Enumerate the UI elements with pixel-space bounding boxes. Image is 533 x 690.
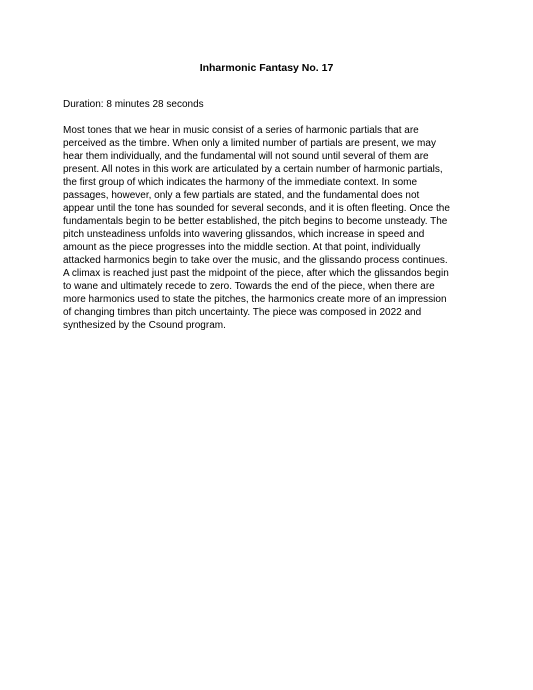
paragraph-line: synthesized by the Csound program. [63,320,226,331]
paragraph-line: perceived as the timbre. When only a limited number of partials are present, we may [63,138,436,149]
paragraph-line: pitch unsteadiness unfolds into wavering glissandos, which increase in speed and [63,229,425,240]
paragraph-line: hear them individually, and the fundamental will not sound until several of them are [63,151,429,162]
paragraph-line: to wane and ultimately recede to zero. Towards the end of the piece, when there are [63,281,435,292]
paragraph-line: passages, however, only a few partials are stated, and the fundamental does not [63,190,420,201]
paragraph-line: Most tones that we hear in music consist of a series of harmonic partials that are [63,125,419,136]
paragraph-line: attacked harmonics begin to take over the music, and the glissando process continues. [63,255,448,266]
paragraph-line: of changing timbres than pitch uncertainty. The piece was composed in 2022 and [63,307,422,318]
paragraph-line: more harmonics used to state the pitches, the harmonics create more of an impression [63,294,447,305]
paragraph-line: the first group of which indicates the harmony of the immediate context. In some [63,177,418,188]
paragraph-line: A climax is reached just past the midpoint of the piece, after which the glissandos begin [63,268,449,279]
paragraph-line: present. All notes in this work are articulated by a certain number of harmonic partials, [63,164,443,175]
description-paragraph [63,124,478,332]
duration-text: Duration: 8 minutes 28 seconds [63,99,204,110]
paragraph-line: appear until the tone has sounded for several seconds, and it is often fleeting. Once the [63,203,450,214]
paragraph-line: amount as the piece progresses into the middle section. At that point, individually [63,242,421,253]
document-title: Inharmonic Fantasy No. 17 [199,62,334,74]
paragraph-line: fundamentals begin to be better established, the pitch begins to become unsteady. The [63,216,448,227]
